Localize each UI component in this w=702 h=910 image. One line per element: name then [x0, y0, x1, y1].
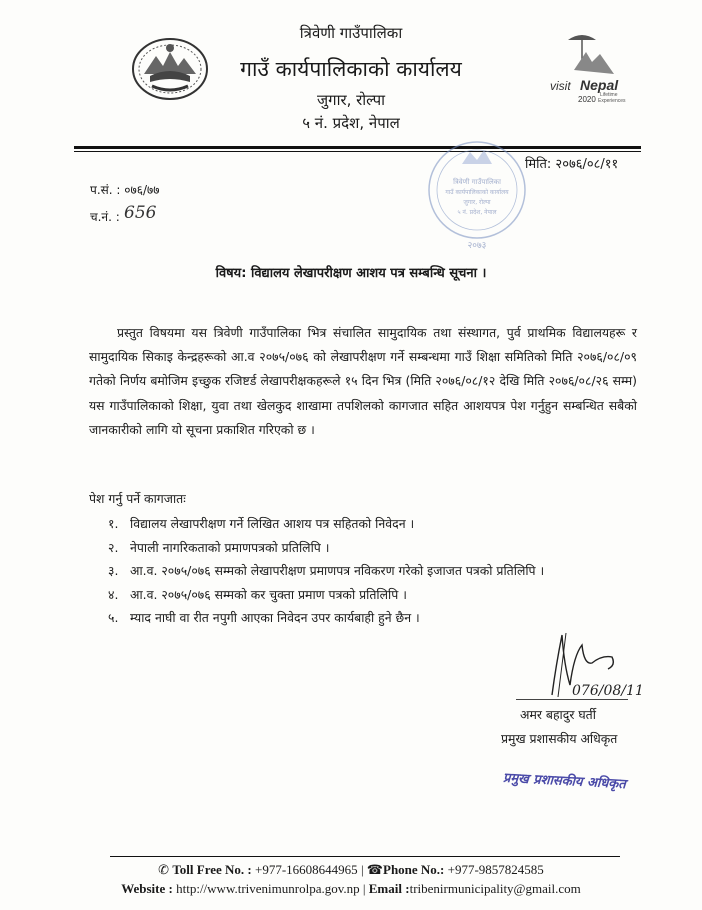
svg-text:2020: 2020 — [578, 95, 596, 104]
document-item-text: नेपाली नागरिकताको प्रमाणपत्रको प्रतिलिपि । — [130, 539, 330, 555]
reference-cn-handwritten: 656 — [124, 203, 157, 223]
document-item — [108, 583, 648, 607]
document-item-text: आ.व. २०७५/०७६ सम्मको कर चुक्ता प्रमाण पत्रको प्रतिलिपि । — [130, 586, 407, 602]
phone-number: +977-9857824585 — [447, 862, 544, 877]
document-item — [108, 536, 648, 560]
signature-line — [516, 699, 628, 700]
svg-text:Lifetime: Lifetime — [600, 92, 618, 98]
svg-text:visit: visit — [550, 79, 571, 93]
footer-contact-line — [0, 862, 702, 878]
visit-nepal-2020-logo — [548, 30, 636, 106]
documents-title: पेश गर्नु पर्ने कागजातः — [89, 491, 186, 506]
phone-icon: ✆ — [158, 862, 170, 877]
footer-web-line — [0, 881, 702, 897]
letter-subject: विषय: विद्यालय लेखापरीक्षण आशय पत्र सम्बन्धि सूचना । — [215, 266, 487, 281]
footer-separator: | — [362, 881, 366, 896]
svg-text:५ नं. प्रदेश, नेपाल: ५ नं. प्रदेश, नेपाल — [457, 209, 497, 216]
document-item-text: विद्यालय लेखापरीक्षण गर्ने लिखित आशय पत्र सहितको निवेदन । — [130, 516, 415, 531]
reference-ps: प.सं. : ०७६/७७ — [90, 183, 160, 197]
svg-text:त्रिवेणी गाउँपालिका: त्रिवेणी गाउँपालिका — [453, 178, 501, 186]
document-item-number: ३. — [108, 563, 119, 579]
email-address: tribenirmunicipality@gmail.com — [409, 881, 581, 896]
document-item-number: ५. — [108, 610, 119, 626]
letter-date: मिति: २०७६/०८/११ — [525, 157, 619, 172]
document-item-number: १. — [108, 516, 119, 531]
svg-text:जुगार, रोल्पा: जुगार, रोल्पा — [463, 199, 491, 206]
document-item-number: ४. — [108, 586, 119, 602]
document-item-text: म्याद नाघी वा रीत नपुगी आएका निवेदन उपर कार्यबाही हुने छैन । — [130, 610, 420, 626]
website-label: Website : — [121, 881, 173, 896]
email-label: Email : — [368, 881, 410, 896]
municipality-name: त्रिवेणी गाउँपालिका — [299, 24, 403, 42]
reference-cn-label: च.नं. : — [90, 210, 120, 224]
svg-text:Experiences: Experiences — [598, 98, 626, 104]
website-url: http://www.trivenimunrolpa.gov.np — [176, 881, 360, 896]
document-item — [108, 559, 648, 583]
handwritten-signature — [512, 625, 662, 703]
svg-text:गाउँ कार्यपालिकाको कार्यालय: गाउँ कार्यपालिकाको कार्यालय — [445, 189, 509, 196]
telephone-icon: ☎ — [366, 862, 383, 877]
office-seal-stamp — [412, 134, 542, 254]
header-rule — [74, 146, 641, 149]
document-item — [108, 512, 648, 536]
phone-label: Phone No.: — [383, 862, 445, 877]
designation-stamp: प्रमुख प्रशासकीय अधिकृत — [502, 770, 627, 793]
letter-body: प्रस्तुत विषयमा यस त्रिवेणी गाउँपालिका भित्र संचालित सामुदायिक तथा संस्थागत, पुर्व प्राथमिक विद्यालयहरू र सामुदायिक सिकाइ केन्द्रहरूको आ.व २०७५/०७६ को लेखापरीक्षण गर्ने सम्बन्धमा गाउँ शिक्षा समितिको मिति २०७६/०८/०९ गतेको निर्णय बमोजिम इच्छुक रजिष्टर्ड लेखापरीक्षकहरूले १५ दिन भित्र (मिति २०७६/०८/१२ देखि मिति २०७६/०८/२६ सम्म) यस गाउँपालिकाको शिक्षा, युवा तथा खेलकुद शाखामा तपशिलको कागजात सहित आशयपत्र पेश गर्नुहुन सम्बन्धित सबैको जानकारीको लागि यो सूचना प्रकाशित गरिएको छ । — [89, 325, 637, 437]
document-item-text: आ.व. २०७५/०७६ सम्मको लेखापरीक्षण प्रमाणपत्र नविकरण गरेको इजाजत पत्रको प्रतिलिपि । — [130, 563, 545, 579]
svg-text:Nepal: Nepal — [580, 77, 619, 93]
office-location: जुगार, रोल्पा — [317, 91, 385, 109]
office-province: ५ नं. प्रदेश, नेपाल — [302, 114, 400, 132]
document-item-number: २. — [108, 539, 119, 555]
office-name: गाउँ कार्यपालिकाको कार्यालय — [240, 57, 462, 81]
svg-text:076/08/11: 076/08/11 — [572, 683, 644, 699]
footer-rule — [110, 856, 620, 857]
svg-text:२०७३: २०७३ — [467, 241, 487, 251]
header-rule-thin — [74, 151, 641, 152]
signer-title: प्रमुख प्रशासकीय अधिकृत — [501, 731, 618, 746]
signer-name: अमर बहादुर घर्ती — [520, 707, 596, 722]
tollfree-number: +977-16608644965 — [255, 862, 358, 877]
tollfree-label: Toll Free No. : — [172, 862, 252, 877]
footer-separator: | — [360, 862, 364, 877]
documents-list — [108, 512, 648, 630]
